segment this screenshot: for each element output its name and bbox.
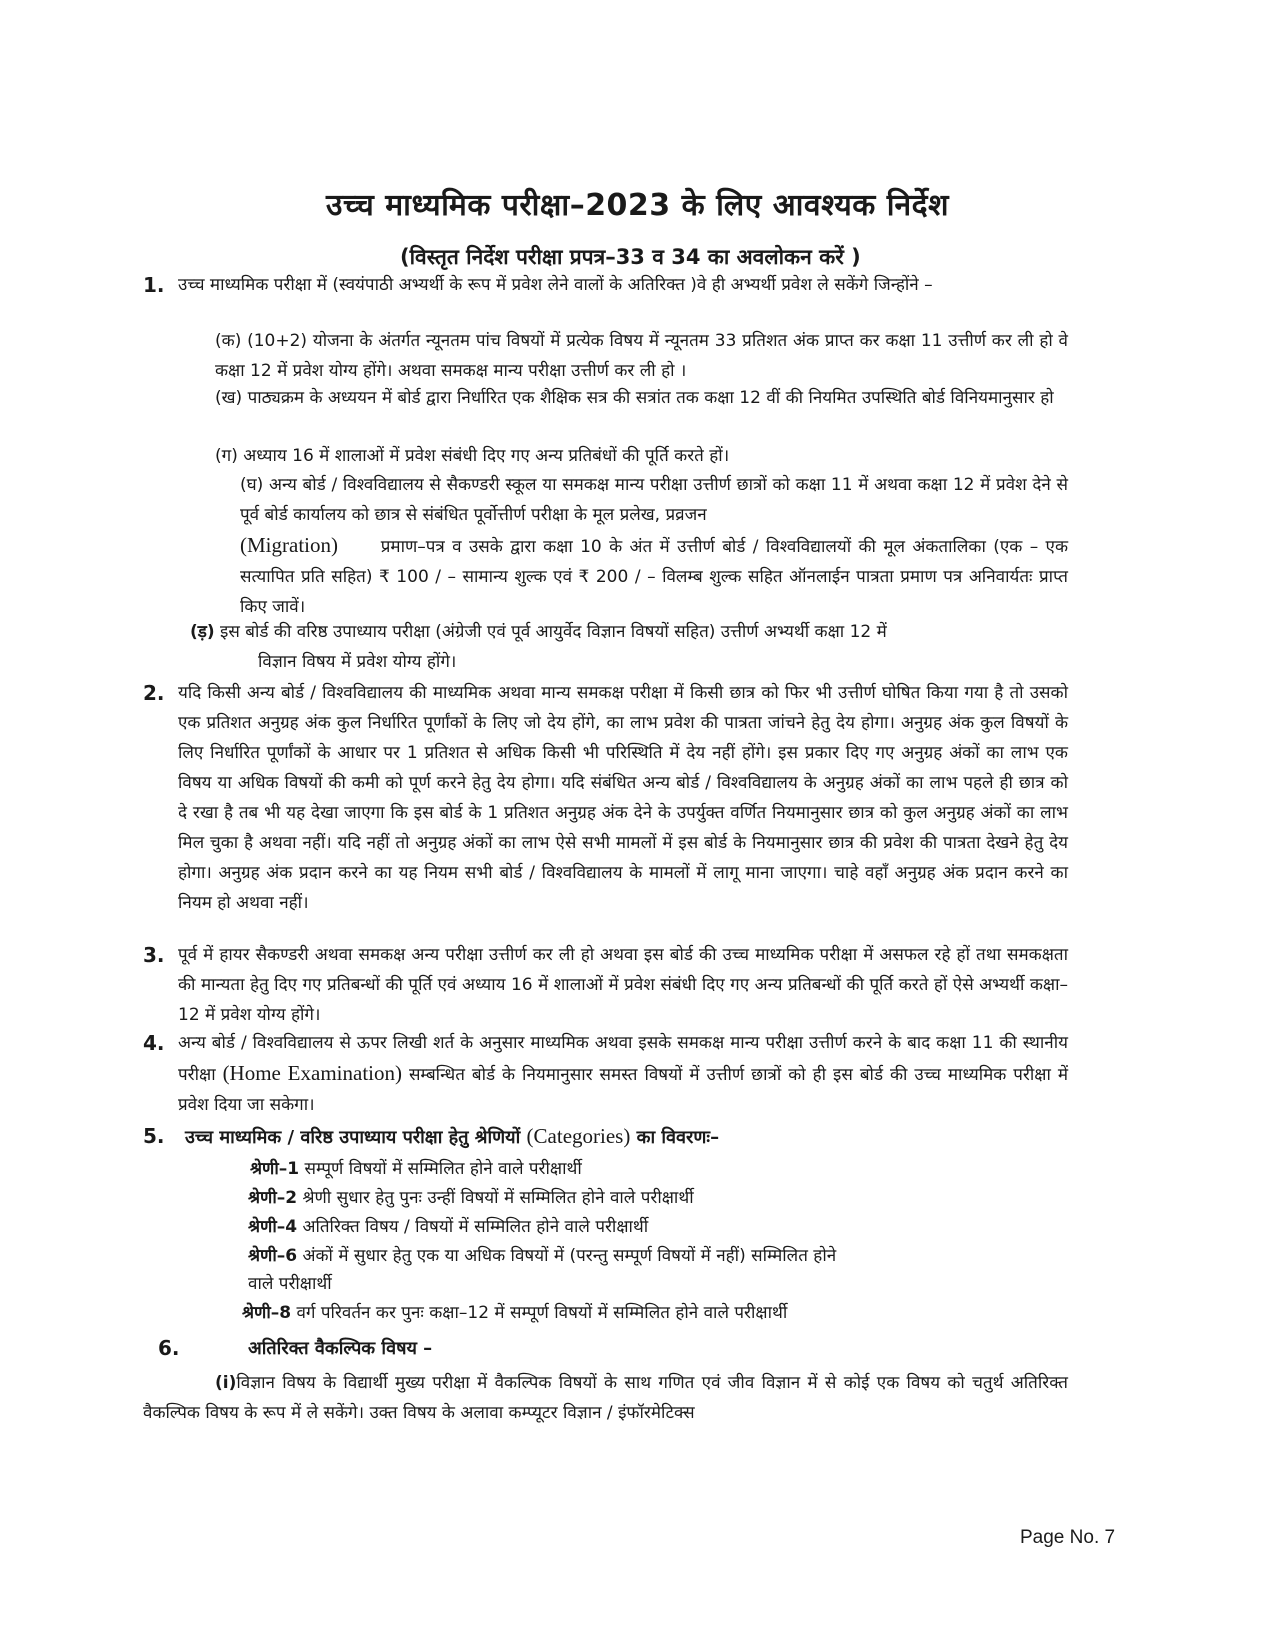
item-3-number: 3.: [143, 943, 165, 967]
item-1-nga-text: इस बोर्ड की वरिष्ठ उपाध्याय परीक्षा (अंग्रेजी एवं पूर्व आयुर्वेद विज्ञान विषयों सहित) उत्तीर्ण अभ्यर्थी कक्षा 12 में: [220, 622, 887, 642]
item-4-text-a: अन्य बोर्ड / विश्वविद्यालय से ऊपर लिखी शर्त के अनुसार माध्यमिक अथवा इसके समकक्ष मान्य परीक्षा उत्तीर्ण करने के बाद कक्षा 11 की स्थानीय परीक्षा: [178, 1033, 1068, 1085]
item-3-text: पूर्व में हायर सैकण्डरी अथवा समकक्ष अन्य परीक्षा उत्तीर्ण कर ली हो अथवा इस बोर्ड की उच्च माध्यमिक परीक्षा में असफल रहे हों तथा समकक्षता की मान्यता हेतु दिए गए प्रतिबन्धों की पूर्ति एवं अध्याय 16 में शालाओं में प्रवेश संबंधी दिए गए अन्य प्रतिबन्धों की पूर्ति करते हों ऐसे अभ्यर्थी कक्षा–12 में प्रवेश योग्य होंगे।: [178, 945, 1068, 1025]
item-1-text: उच्च माध्यमिक परीक्षा में (स्वयंपाठी अभ्यर्थी के रूप में प्रवेश लेने वालों के अतिरिक्त )वे ही अभ्यर्थी प्रवेश ले सकेंगे जिन्होंने –: [178, 275, 933, 295]
item-5-heading-b: का विवरणः–: [636, 1127, 720, 1148]
category-text: अंकों में सुधार हेतु एक या अधिक विषयों में (परन्तु सम्पूर्ण विषयों में नहीं) सम्मिलित होने: [302, 1246, 837, 1266]
category-text: अतिरिक्त विषय / विषयों में सम्मिलित होने वाले परीक्षार्थी: [302, 1217, 649, 1237]
item-4-text: [178, 1028, 1068, 1120]
item-1-number: 1.: [143, 273, 165, 297]
category-text: श्रेणी सुधार हेतु पुनः उन्हीं विषयों में सम्मिलित होने वाले परीक्षार्थी: [302, 1188, 694, 1208]
item-5-number: 5.: [143, 1124, 165, 1148]
category-text: वर्ग परिवर्तन कर पुनः कक्षा–12 में सम्पूर्ण विषयों में सम्मिलित होने वाले परीक्षार्थी: [296, 1303, 788, 1323]
item-1-ka: (क) (10+2) योजना के अंतर्गत न्यूनतम पांच विषयों में प्रत्येक विषय में न्यूनतम 33 प्रतिशत अंक प्राप्त कर कक्षा 11 उत्तीर्ण कर ली हो वे कक्षा 12 में प्रवेश योग्य होंगे। अथवा समकक्ष मान्य परीक्षा उत्तीर्ण कर ली हो ।: [215, 331, 1068, 381]
item-5-heading-a: उच्च माध्यमिक / वरिष्ठ उपाध्याय परीक्षा हेतु श्रेणियों: [185, 1127, 521, 1148]
item-6-number: 6.: [158, 1336, 180, 1360]
category-8: [242, 1298, 787, 1328]
item-2-text: यदि किसी अन्य बोर्ड / विश्वविद्यालय की माध्यमिक अथवा मान्य समकक्ष परीक्षा में किसी छात्र को फिर भी उत्तीर्ण घोषित किया गया है तो उसको एक प्रतिशत अनुग्रह अंक कुल निर्धारित पूर्णांकों के लिए जो देय होंगे, का लाभ प्रवेश की पात्रता जांचने हेतु देय होगा। अनुग्रह अंक कुल विषयों के लिए निर्धारित पूर्णांकों के आधार पर 1 प्रतिशत से अधिक किसी भी परिस्थिति में देय नहीं होंगे। इस प्रकार दिए गए अनुग्रह अंकों का लाभ एक विषय या अधिक विषयों की कमी को पूर्ण करने हेतु देय होगा। यदि संबंधित अन्य बोर्ड / विश्वविद्यालय के अनुग्रह अंकों का लाभ पहले ही छात्र को दे रखा है तब भी यह देखा जाएगा कि इस बोर्ड के 1 प्रतिशत अनुग्रह अंक देने के उपर्युक्त वर्णित नियमानुसार छात्र को कुल अनुग्रह अंकों का लाभ मिल चुका है अथवा नहीं। यदि नहीं तो अनुग्रह अंकों का लाभ ऐसे सभी मामलों में इस बोर्ड के नियमानुसार छात्र की प्रवेश की पात्रता देखने हेतु देय होगा। अनुग्रह अंक प्रदान करने का यह नियम सभी बोर्ड / विश्वविद्यालय के मामलों में लागू माना जाएगा। चाहे वहाँ अनुग्रह अंक प्रदान करने का नियम हो अथवा नहीं।: [178, 683, 1068, 913]
category-2: [248, 1183, 694, 1213]
item-1-gha-part-a: (घ) अन्य बोर्ड / विश्वविद्यालय से सैकण्डरी स्कूल या समकक्ष मान्य परीक्षा उत्तीर्ण छात्रों को कक्षा 11 में अथवा कक्षा 12 में प्रवेश देने से पूर्व बोर्ड कार्यालय को छात्र से संबंधित पूर्वोत्तीर्ण परीक्षा के मूल प्रलेख, प्रव्रजन: [240, 475, 1068, 525]
category-text: सम्पूर्ण विषयों में सम्मिलित होने वाले परीक्षार्थी: [304, 1159, 582, 1179]
migration-term: (Migration): [240, 533, 338, 557]
item-5-heading: [185, 1124, 719, 1149]
home-examination-term: (Home Examination): [222, 1061, 402, 1085]
item-1-nga: [190, 617, 1068, 647]
categories-term: (Categories): [526, 1124, 631, 1148]
item-1-nga-continued: विज्ञान विषय में प्रवेश योग्य होंगे।: [258, 652, 457, 672]
item-1-gha-continued: [240, 530, 1068, 622]
item-6-text: [143, 1368, 1068, 1428]
category-label: श्रेणी–8: [242, 1303, 292, 1323]
item-4-number: 4.: [143, 1031, 165, 1055]
category-label: श्रेणी–4: [248, 1217, 298, 1237]
page-number: Page No. 7: [1020, 1527, 1116, 1548]
item-6-heading: अतिरिक्त वैकल्पिक विषय –: [248, 1338, 433, 1359]
item-2-number: 2.: [143, 681, 165, 705]
category-1: [250, 1154, 582, 1184]
category-4: [248, 1212, 648, 1242]
item-1-gha-part-b: प्रमाण–पत्र व उसके द्वारा कक्षा 10 के अंत में उत्तीर्ण बोर्ड / विश्वविद्यालयों की मूल अंकतालिका (एक – एक सत्यापित प्रति सहित) ₹ 100 / – सामान्य शुल्क एवं ₹ 200 / – विलम्ब शुल्क सहित ऑनलाईन पात्रता प्रमाण पत्र अनिवार्यतः प्राप्त किए जावें।: [240, 537, 1069, 617]
category-label: श्रेणी–1: [250, 1159, 300, 1179]
page-subtitle: (विस्तृत निर्देश परीक्षा प्रपत्र–33 व 34 का अवलोकन करें ): [400, 245, 861, 269]
category-6-continued: वाले परीक्षार्थी: [248, 1274, 332, 1294]
item-4-text-b: सम्बन्धित बोर्ड के नियमानुसार समस्त विषयों में उत्तीर्ण छात्रों को ही इस बोर्ड की उच्च माध्यमिक परीक्षा में प्रवेश दिया जा सकेगा।: [178, 1065, 1068, 1115]
item-1-kha: (ख) पाठ्यक्रम के अध्ययन में बोर्ड द्वारा निर्धारित एक शैक्षिक सत्र की सत्रांत तक कक्षा 12 वीं की नियमित उपस्थिति बोर्ड विनियमानुसार हो: [215, 388, 1054, 408]
item-1-gha: [240, 470, 1068, 530]
category-label: श्रेणी–6: [248, 1246, 298, 1266]
item-6-sub-label: (i): [215, 1373, 237, 1393]
item-1-ga: (ग) अध्याय 16 में शालाओं में प्रवेश संबंधी दिए गए अन्य प्रतिबंधों की पूर्ति करते हों।: [215, 446, 730, 466]
item-1-nga-label: (ड़): [190, 622, 215, 642]
item-6-sub-text: विज्ञान विषय के विद्यार्थी मुख्य परीक्षा में वैकल्पिक विषयों के साथ गणित एवं जीव विज्ञान में से कोई एक विषय को चतुर्थ अतिरिक्त वैकल्पिक विषय के रूप में ले सकेंगे। उक्त विषय के अलावा कम्प्यूटर विज्ञान / इंफॉरमेटिक्स: [143, 1373, 1068, 1423]
page-title: उच्च माध्यमिक परीक्षा–2023 के लिए आवश्यक निर्देश: [326, 188, 949, 223]
category-6: [248, 1241, 836, 1271]
category-label: श्रेणी–2: [248, 1188, 298, 1208]
